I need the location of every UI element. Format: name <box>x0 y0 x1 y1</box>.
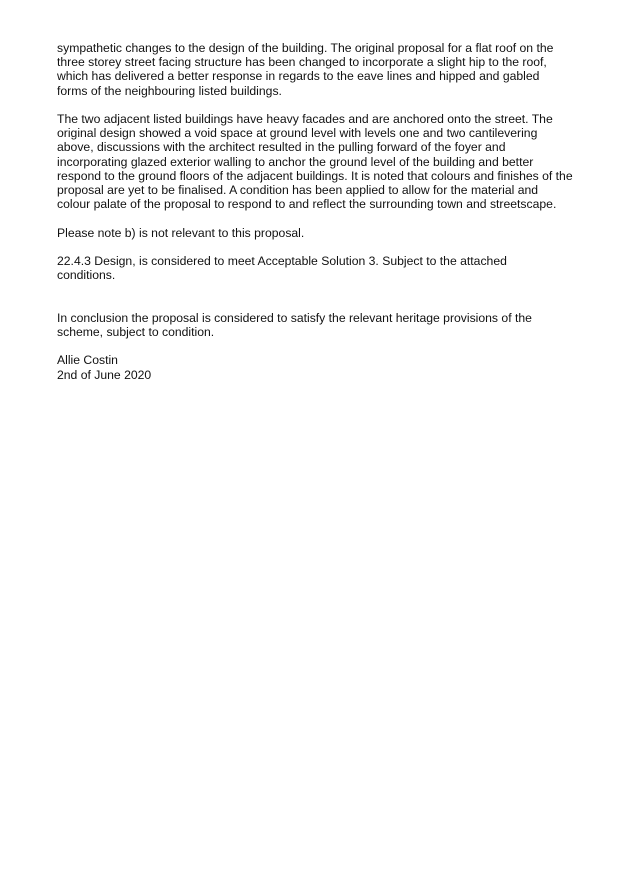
text-line: colour palate of the proposal to respond to and reflect the surrounding town and streetscape. <box>57 197 557 212</box>
paragraph-conclusion <box>57 311 570 339</box>
text-line: three storey street facing structure has been changed to incorporate a slight hip to the roof, <box>57 55 547 70</box>
text-line: which has delivered a better response in regards to the eave lines and hipped and gabled <box>57 69 540 84</box>
text-line: The two adjacent listed buildings have heavy facades and are anchored onto the street. The <box>57 112 553 126</box>
paragraph-facades <box>57 112 573 212</box>
text-line: Please note b) is not relevant to this proposal. <box>57 225 305 240</box>
signature-date: 2nd of June 2020 <box>57 367 152 382</box>
text-line: incorporating glazed exterior walling to anchor the ground level of the building and better <box>57 154 534 169</box>
paragraph-note <box>57 226 570 240</box>
document-body <box>57 41 573 396</box>
text-line: forms of the neighbouring listed buildings. <box>57 83 282 98</box>
text-line: conditions. <box>57 268 116 283</box>
paragraph-roof-design <box>57 41 570 98</box>
text-line: original design showed a void space at ground level with levels one and two cantilevering <box>57 126 538 141</box>
text-line: sympathetic changes to the design of the building. The original proposal for a flat roof on the <box>57 41 554 55</box>
text-line: 22.4.3 Design, is considered to meet Acceptable Solution 3. Subject to the attached <box>57 254 507 268</box>
paragraph-design-clause <box>57 254 570 282</box>
signature-name: Allie Costin <box>57 353 118 368</box>
text-line: respond to the ground floors of the adjacent buildings. It is noted that colours and finishes of the <box>57 168 573 183</box>
text-line: above, discussions with the architect resulted in the pulling forward of the foyer and <box>57 140 506 155</box>
text-line: scheme, subject to condition. <box>57 325 215 339</box>
signature-block <box>57 353 570 381</box>
text-line: proposal are yet to be finalised. A condition has been applied to allow for the material and <box>57 183 539 198</box>
text-line: In conclusion the proposal is considered to satisfy the relevant heritage provisions of the <box>57 310 532 325</box>
